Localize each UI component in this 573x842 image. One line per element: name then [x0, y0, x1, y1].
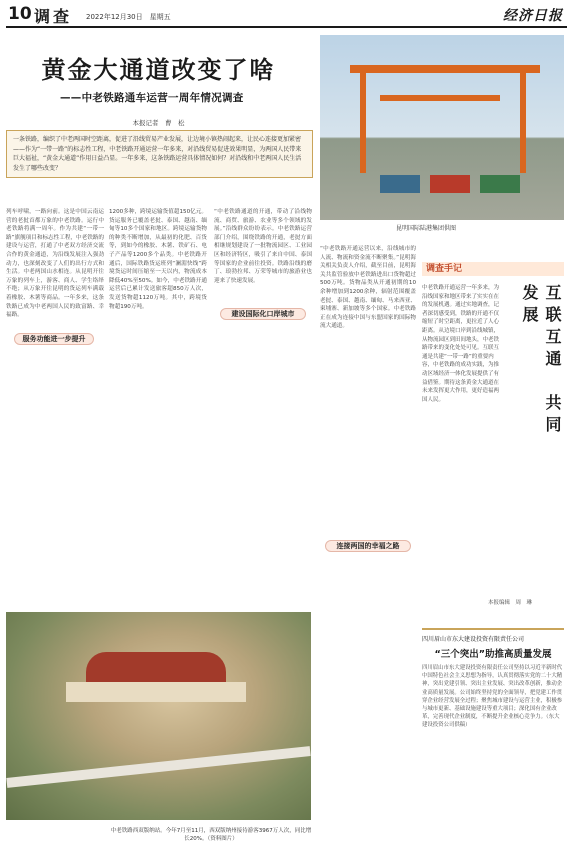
section-subtitle: 建设国际化口岸城市 — [220, 308, 306, 320]
photo-caption-top: 昆明国际陆港集团供图 — [396, 225, 457, 232]
ad-body: 四川眉山市东大建设投资有限责任公司坚持以习近平新时代中国特色社会主义思想为指导，认真贯彻落实党的二十大精神，突出党建引领、突出主业发展、突出改革创新，推动企业高质量发展。公司始终坚持党的全面领导，把党建工作贯穿企业经营发展全过程；聚焦城市建设与运营主业，积极参与城市更新、基础设施建设等重大项目；深化国有企业改革，完善现代企业制度，不断提升企业核心竞争力。（东大建设投资公司供稿） — [422, 665, 563, 729]
body-column-2: 1200多种，跨境运输货值超150亿元。货运服务已覆盖老挝、泰国、越南、缅甸等10多个国家和地区。跨境运输货物的种类不断增加，从最初的化肥、百货等，到如今的橡胶、木薯、铁矿石、电子产品等1200多个品类。中老铁路开通后，国际铁路货运班列“澜湄快线”跨境货运时间压缩至一天以内，物流成本降低40%至50%。如今，中老铁路开通运营后已累计发送旅客超850万人次，发送货物超1120万吨。其中，跨境货物超190万吨。 — [109, 209, 207, 310]
section-subtitle: 服务功能进一步提升 — [14, 333, 94, 345]
survey-title: 互联互通 共同发展 — [520, 284, 562, 438]
page-number: 10 — [8, 4, 32, 24]
survey-header: 调查手记 — [422, 262, 564, 276]
survey-notes — [422, 262, 564, 622]
advertorial — [422, 628, 564, 830]
lead-paragraph: 一条铁路，编织了中老两国时空距离，促进了沿线贸易产业发展，让边境小镇热闹起来，让民心连接更加紧密——作为“一带一路”的标志性工程，中老铁路开通运营一年多来，对沿线贸易促进效果明显，为两国人民带来巨大福祉，“黄金大通道”作用日益凸显。一年多来，这条铁路运营具体情况如何？对沿线和中老两国人民生活发生了哪些改变？ — [6, 130, 313, 178]
headline: 黄金大通道改变了啥 — [41, 56, 276, 84]
railway-station-photo — [6, 612, 311, 820]
date-line: 2022年12月30日 星期五 — [86, 13, 171, 21]
byline: 本报记者 曹 松 — [132, 119, 185, 127]
ad-title: “三个突出”助推高质量发展 — [434, 649, 552, 660]
newspaper-logo: 经济日报 — [503, 8, 563, 24]
section-subtitle: 连接两国的幸福之路 — [325, 540, 411, 552]
section-title: 调查 — [34, 7, 73, 26]
port-crane-photo — [320, 35, 564, 220]
survey-body: 中老铁路开通运营一年多来，为沿线国家和地区带来了实实在在的发展机遇。通过实地调查，记者深切感受到，铁路的开通不仅缩短了时空距离，更拉近了人心距离。从边境口岸到沿线城镇，从物流园区到田间地头，中老铁路带来的变化处处可见。互联互通是共建“一带一路”的重要内容，中老铁路的成功实践，为推动区域经济一体化发展提供了有益借鉴。期待这条黄金大通道在未来发挥更大作用，更好造福两国人民。 — [422, 285, 500, 403]
survey-signature: 本报编辑 周 琳 — [488, 600, 533, 606]
body-column-1: 列车呼啸，一路向前。这是中国云南运营的老挝首都万象的中老铁路。运行中老铁路将满一周年。作为共建“一带一路”旗舰项目和标志性工程，中老铁路的建设与运营，打通了中老双方经济交流合作的黄金通道，为沿线发展注入强劲动力，也深刻改变了人们的出行方式和生活。中老两国山水相连。从昆明开往万象的列车上，游客、商人、学生络绎不绝；从万象开往昆明的货运列车满载着橡胶、木薯等商品。一年多来，这条铁路已成为中老两国人民的致富路、幸福路。 — [6, 209, 104, 319]
body-column-5: “中老铁路开通运营以来，沿线城市的人流、物流和资金流不断聚集。”昆明海关相关负责人介绍，截至目前，昆明海关共监管验放中老铁路进出口货物超过500万吨。货物品类从开通初期的10余种增加到1200余种，辐射范围覆盖老挝、泰国、越南、缅甸、马来西亚、柬埔寨、新加坡等多个国家。中老铁路正在成为连接中国与东盟国家的国际物流大通道。 — [320, 246, 416, 330]
masthead — [6, 4, 567, 28]
ad-organization: 四川眉山市东大建设投资有限责任公司 — [422, 636, 525, 643]
subheadline: ——中老铁路通车运营一周年情况调查 — [60, 92, 244, 104]
body-column-3: “中老铁路通道的开通，带动了沿线物流、商贸、旅游、农业等多个领域的发展。”沿线群众纷纷表示。中老铁路运营部门介绍，围绕铁路的开通，老挝方面相继规划建设了一批物流园区、工业园区和经济特区，吸引了来自中国、泰国等国家的企业前往投资。铁路沿线的磨丁、琅勃拉邦、万荣等城市的旅游业也迎来了快速发展。 — [214, 209, 312, 284]
photo-caption-bottom: 中老铁路西双版纳站。今年7月至11月，西双版纳州接待游客3967万人次，同比增长20%。（资料图片） — [110, 828, 312, 842]
